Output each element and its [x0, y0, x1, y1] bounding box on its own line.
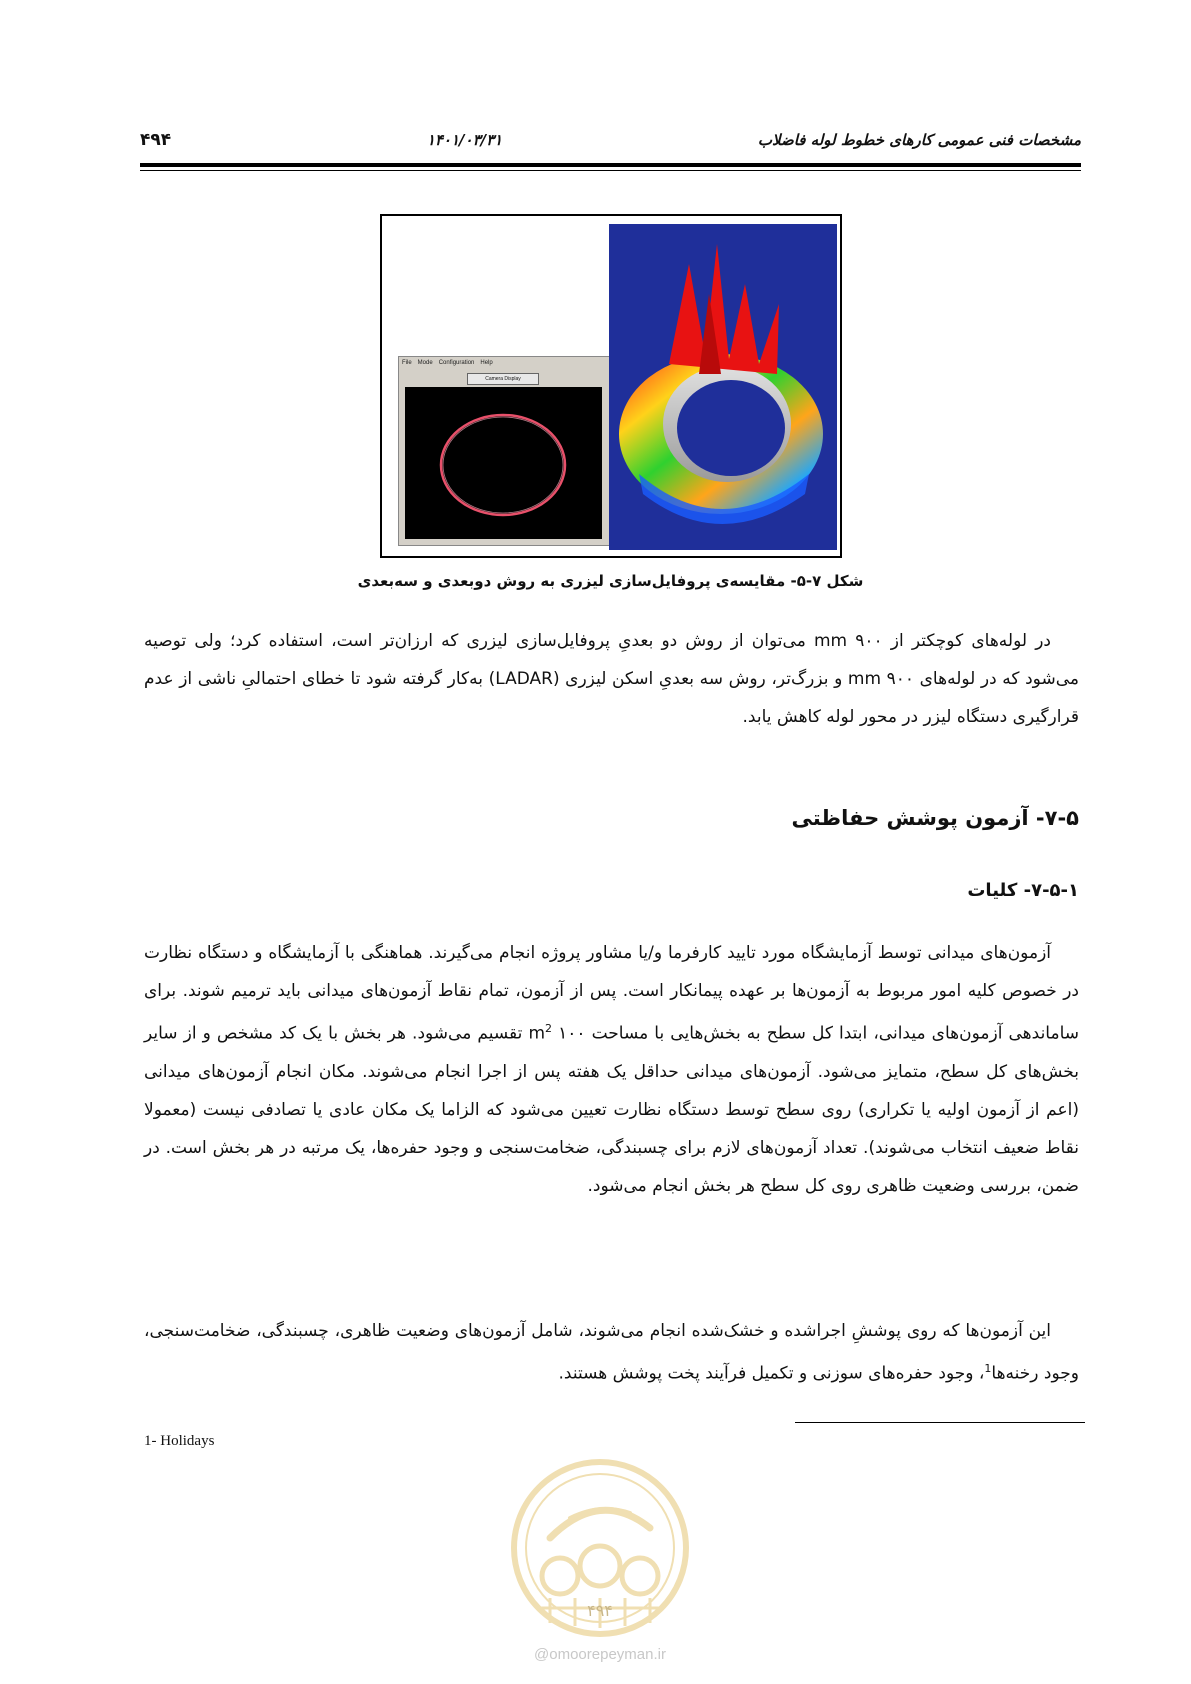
header-date: ۱۴۰۱/۰۳/۳۱: [426, 131, 503, 149]
publisher-seal: [500, 1448, 700, 1648]
paragraph-coating-tests: [144, 1312, 1079, 1393]
menu-item-file: File: [402, 360, 412, 366]
paragraph-text-part: تقسیم می‌شود. هر بخش با یک کد مشخص و از سایر بخش‌های کل سطح، متمایز می‌شود. آزمون‌های میدانی حداقل یک هفته پس از اجرا انجام می‌شوند. مکان انجام آزمون‌های میدانی (اعم از آزمون اولیه یا تکراری) روی سطح توسط دستگاه نظارت تعیین می‌شود که الزاما یک مکان عادی یا تصادفی نیست (معمولا نقاط ضعیف انتخاب می‌شوند). تعداد آزمون‌های لازم برای چسبندگی، ضخامت‌سنجی و وجود حفره‌ها، یک مرتبه در هر بخش است. در ضمن، بررسی وضعیت ظاهری روی کل سطح هر بخش انجام می‌شود.: [144, 1023, 1079, 1196]
paragraph-text: در لوله‌های کوچکتر از ۹۰۰ mm می‌توان از روش دو بعدیِ پروفایل‌سازی لیزری که ارزان‌تر است، استفاده کرد؛ ولی توصیه می‌شود که در لوله‌های ۹۰۰ mm و بزرگ‌تر، روش سه بعدیِ اسکن لیزری (LADAR) به‌کار گرفته شود تا خطای احتمالیِ ناشی از عدم قرارگیری دستگاه لیزر در محور لوله کاهش یابد.: [144, 631, 1079, 727]
pipe-scan-3d-icon: [609, 224, 837, 550]
figure-caption: شکل ۷-۵- مقایسه‌ی پروفایل‌سازی لیزری به روش دوبعدی و سه‌بعدی: [357, 572, 864, 590]
paragraph-text: [144, 934, 1079, 1205]
menu-item-help: Help: [480, 360, 493, 366]
section-heading: ۷-۵- آزمون پوشش حفاظتی: [791, 806, 1079, 830]
paragraph-laser-profiling: [144, 622, 1079, 736]
footnote-rule: [795, 1422, 1085, 1423]
seal-icon: [500, 1448, 700, 1648]
paragraph-text-part: این آزمون‌ها که روی پوششِ اجراشده و خشک‌شده انجام می‌شوند، شامل آزمون‌های وضعیت ظاهری، چسبندگی، ضخامت‌سنجی، وجود رخنه‌ها: [144, 1321, 1079, 1384]
header-title: مشخصات فنی عمومی کارهای خطوط لوله فاضلاب: [757, 131, 1081, 149]
footnote-marker: 1: [984, 1362, 992, 1375]
figure-frame: [380, 214, 842, 558]
seal-page-number: ۴۹۴: [587, 1601, 613, 1620]
laser-ring-icon: [405, 387, 602, 539]
paragraph-text-part: آزمون‌های میدانی توسط آزمایشگاه مورد تایید کارفرما و/یا مشاور پروژه انجام می‌گیرند. هماهنگی با آزمایشگاه و دستگاه نظارت در خصوص کلیه امور مربوط به آزمون‌ها بر عهده پیمانکار است. پس از آزمون، تمام نقاط آزمون‌های میدانی باید ترمیم شوند. برای ساماندهی آزمون‌های میدانی، ابتدا کل سطح به بخش‌هایی با مساحت ۱۰۰ m: [144, 943, 1080, 1044]
paragraph-field-tests: [144, 934, 1079, 1205]
menu-item-configuration: Configuration: [438, 360, 475, 366]
camera-display-title: Camera Display: [467, 373, 539, 385]
paragraph-text: [144, 1312, 1079, 1393]
subsection-heading: ۷-۵-۱- کلیات: [967, 880, 1079, 901]
watermark-url: @omoorepeyman.ir: [534, 1646, 666, 1663]
app-menubar: [399, 357, 612, 369]
superscript: 2: [545, 1022, 552, 1035]
header-page-number: ۴۹۴: [140, 130, 172, 150]
footnote: 1- Holidays: [144, 1433, 215, 1449]
header-rule: [140, 163, 1081, 167]
menu-item-mode: Mode: [417, 360, 433, 366]
camera-screen: [405, 387, 602, 539]
page-header: [140, 128, 1081, 152]
laser-3d-scan-image: [609, 224, 837, 550]
paragraph-text-part: ، وجود حفره‌های سوزنی و تکمیل فرآیند پخت پوشش هستند.: [558, 1363, 985, 1384]
laser-2d-profile-screenshot: [398, 356, 613, 546]
